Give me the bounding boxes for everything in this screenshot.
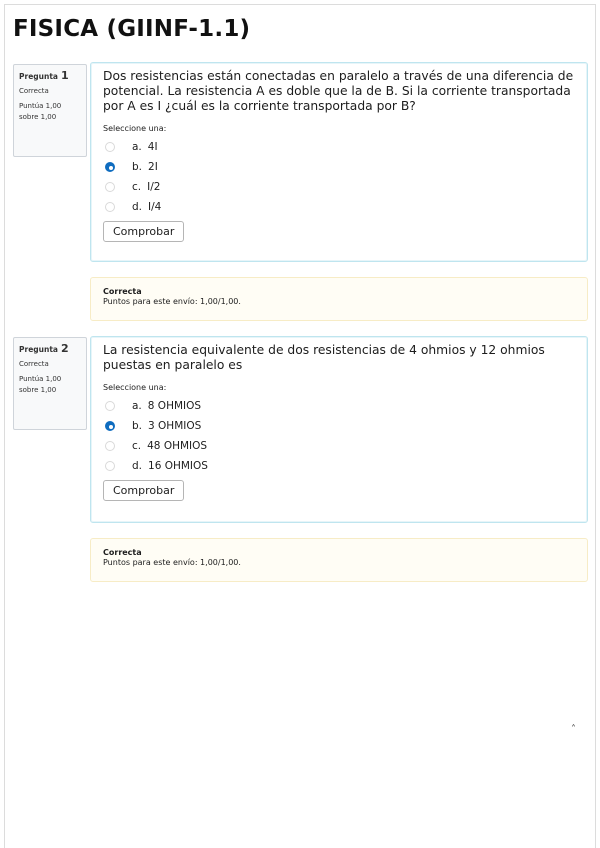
answer-text: 2I	[148, 161, 158, 173]
answer-option-d[interactable]	[103, 456, 575, 476]
answer-letter: b.	[132, 420, 143, 432]
radio-button[interactable]	[105, 441, 115, 451]
answer-letter: c.	[132, 181, 142, 193]
answer-text: 8 OHMIOS	[147, 400, 202, 412]
question-label: Pregunta	[19, 345, 58, 354]
answer-option-a[interactable]	[103, 396, 575, 416]
chevron-up-icon[interactable]: ˄	[571, 724, 576, 735]
question-2-formulation	[90, 336, 588, 523]
feedback-text: Puntos para este envío: 1,00/1,00.	[103, 297, 241, 306]
question-1-feedback	[90, 277, 588, 321]
check-button[interactable]: Comprobar	[103, 221, 184, 242]
answer-letter: d.	[132, 460, 143, 472]
page-title: FISICA (GIINF-1.1)	[13, 16, 251, 42]
radio-button-checked[interactable]	[105, 162, 115, 172]
question-info-1	[13, 64, 87, 157]
question-info-2	[13, 337, 87, 430]
answer-text: I/4	[148, 201, 162, 213]
question-state: Correcta	[19, 87, 49, 95]
question-number: 2	[60, 342, 69, 355]
answer-text: I/2	[147, 181, 161, 193]
answer-letter: b.	[132, 161, 143, 173]
radio-button-checked[interactable]	[105, 421, 115, 431]
radio-button[interactable]	[105, 461, 115, 471]
answer-prompt: Seleccione una:	[103, 383, 167, 392]
answer-option-b[interactable]	[103, 416, 575, 436]
answer-letter: c.	[132, 440, 142, 452]
question-2-feedback	[90, 538, 588, 582]
answer-option-a[interactable]	[103, 137, 575, 157]
answer-option-c[interactable]	[103, 177, 575, 197]
radio-button[interactable]	[105, 202, 115, 212]
feedback-title: Correcta	[103, 548, 142, 557]
answer-text: 4I	[147, 141, 158, 153]
answer-text: 48 OHMIOS	[147, 440, 208, 452]
question-grade: Puntúa 1,00 sobre 1,00	[19, 102, 62, 121]
answer-letter: a.	[132, 141, 142, 153]
answer-option-b[interactable]	[103, 157, 575, 177]
question-text: Dos resistencias están conectadas en paralelo a través de una diferencia de potencial. La resistencia A es doble que la de B. Si la corriente transportada por A es I ¿cuál es la corriente transportada por B?	[103, 69, 574, 113]
radio-button[interactable]	[105, 401, 115, 411]
question-grade: Puntúa 1,00 sobre 1,00	[19, 375, 62, 394]
question-label: Pregunta	[19, 72, 58, 81]
feedback-title: Correcta	[103, 287, 142, 296]
answer-letter: d.	[132, 201, 143, 213]
answer-option-d[interactable]	[103, 197, 575, 217]
radio-button[interactable]	[105, 142, 115, 152]
feedback-text: Puntos para este envío: 1,00/1,00.	[103, 558, 241, 567]
radio-button[interactable]	[105, 182, 115, 192]
check-button[interactable]: Comprobar	[103, 480, 184, 501]
answer-option-c[interactable]	[103, 436, 575, 456]
answer-text: 16 OHMIOS	[148, 460, 208, 472]
question-number: 1	[60, 69, 69, 82]
question-text: La resistencia equivalente de dos resistencias de 4 ohmios y 12 ohmios puestas en paralelo es	[103, 343, 545, 372]
answer-prompt: Seleccione una:	[103, 124, 167, 133]
question-1-formulation	[90, 62, 588, 262]
answer-text: 3 OHMIOS	[148, 420, 202, 432]
answer-letter: a.	[132, 400, 142, 412]
question-state: Correcta	[19, 360, 49, 368]
